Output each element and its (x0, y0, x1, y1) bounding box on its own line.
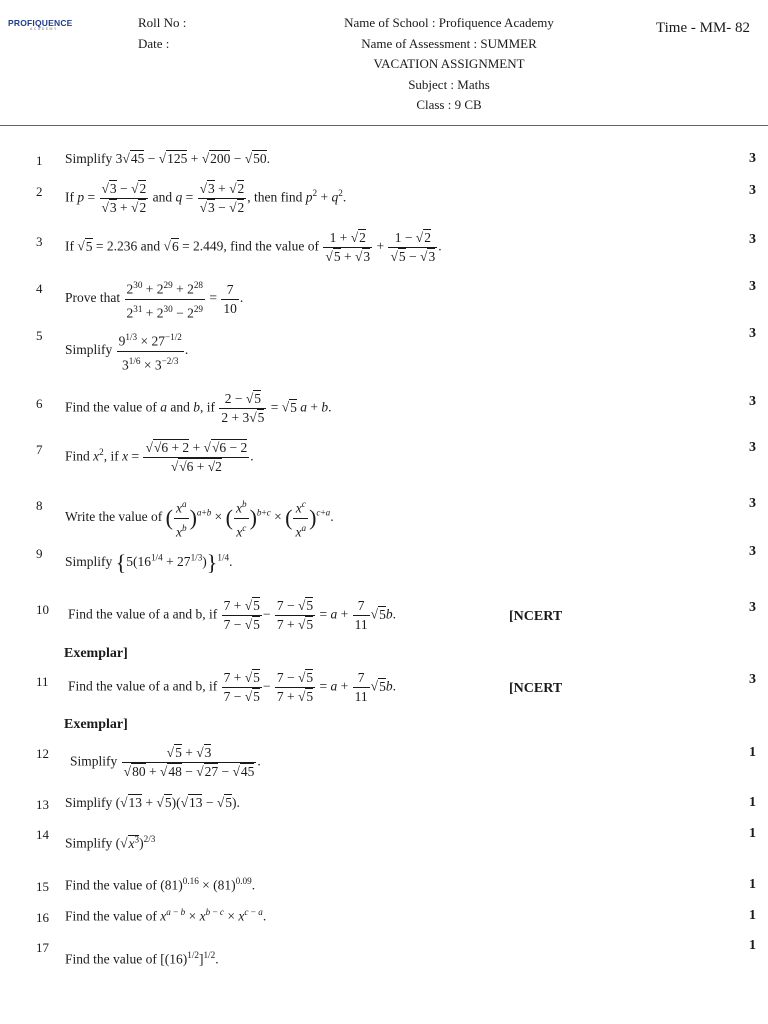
question-verb: Find the value of a and b, if (68, 606, 218, 622)
question-11: Find the value of a and b, if $\frac{7 + √5}{7 - √5}$ − $\frac{7 - √5}{7 + √5}$ = a + $\frac{7}{11}$ √5b. (68, 670, 396, 704)
school-name: Name of School : Profiquence Academy (344, 15, 554, 30)
question-verb: Simplify (65, 554, 113, 570)
question-10: Find the value of a and b, if $\frac{7 + √5}{7 - √5}$ − $\frac{7 - √5}{7 + √5}$ = a + $\frac{7}{11}$ √5b. (68, 598, 396, 632)
question-verb: Find the value of (65, 877, 157, 893)
question-5: Simplify $\frac{9^{1/3} \times 27^{-1/2}}{3^{1/6} \times 3^{-2/3}}$ . (65, 332, 189, 372)
question-number: 10 (36, 602, 49, 617)
question-marks: 3 (749, 279, 756, 294)
question-verb: Simplify (65, 795, 113, 810)
question-marks: 1 (749, 877, 756, 892)
question-12: Simplify $\frac{√5 + √3}{√80 + √48 - √27 - √45}$ . (70, 745, 261, 779)
question-verb: Find the value of (65, 399, 157, 415)
logo-main: PROFIQUENCE (8, 18, 73, 28)
question-verb: Simplify (65, 342, 113, 358)
question-number: 17 (36, 940, 49, 955)
question-number: 13 (36, 797, 49, 812)
ncert-tag-cont: Exemplar] (64, 717, 128, 732)
question-verb: Find the value of (65, 908, 157, 924)
question-8: Write the value of ( $\frac{x^a}{x^b}$ )$^{a+b}$ × ( $\frac{x^b}{x^c}$ )$^{b+c}$ × ( $\frac{x^c}{x^a}$ )$^{c+a}$. (65, 499, 334, 539)
question-number: 3 (36, 234, 43, 249)
question-marks: 3 (749, 440, 756, 455)
question-marks: 1 (749, 826, 756, 841)
question-number: 16 (36, 910, 49, 925)
question-1: Simplify 3√45 − √125 + √200 − √50. (65, 151, 271, 166)
ncert-tag: [NCERT (509, 681, 563, 696)
question-number: 7 (36, 442, 43, 457)
time-marks: Time - MM- 82 (656, 20, 751, 36)
question-marks: 3 (749, 232, 756, 247)
ncert-tag-cont: Exemplar] (64, 646, 128, 661)
question-number: 1 (36, 153, 43, 168)
question-marks: 3 (749, 183, 756, 198)
question-number: 6 (36, 396, 43, 411)
question-marks: 3 (749, 326, 756, 341)
question-marks: 1 (749, 795, 756, 810)
question-number: 14 (36, 827, 49, 842)
question-marks: 3 (749, 672, 756, 687)
question-verb: Find (65, 448, 90, 464)
question-number: 15 (36, 879, 49, 894)
roll-no-label: Roll No : (138, 15, 187, 30)
question-number: 5 (36, 328, 43, 343)
question-verb: Simplify (65, 151, 113, 166)
question-7: Find $x^2$, if x = $\frac{√√6 + 2 + √√6 - 2}{√√6 + √2}$ . (65, 440, 254, 474)
question-9: Simplify $\{5(16^{1/4} + 27^{1/3})\}^{1/4}$. (65, 550, 233, 575)
question-verb: Simplify (65, 835, 113, 851)
subject: Subject : Maths (408, 77, 490, 92)
question-number: 11 (36, 674, 49, 689)
question-15: Find the value of $(81)^{0.16} \times (81)^{0.09}$. (65, 876, 256, 893)
question-14: Simplify $(√x^3)^{2/3}$ (65, 834, 156, 851)
question-3: If √5 = 2.236 and √6 = 2.449, find the value of $\frac{1 + √2}{√5 + √3}$ + $\frac{1 - √2}{√5 - √3}$ . (65, 230, 442, 264)
question-number: 8 (36, 498, 43, 513)
question-marks: 1 (749, 745, 756, 760)
question-4: Prove that $\frac{2^{30} + 2^{29} + 2^{28}}{2^{31} + 2^{30} - 2^{29}}$ = $\frac{7}{10}$ . (65, 280, 244, 320)
class: Class : 9 CB (416, 97, 482, 112)
question-marks: 3 (749, 600, 756, 615)
question-13: Simplify (√13 + √5)(√13 − √5). (65, 795, 240, 810)
question-marks: 3 (749, 394, 756, 409)
question-verb: Find the value of (65, 951, 157, 967)
question-marks: 3 (749, 544, 756, 559)
question-verb: If (65, 238, 74, 254)
date-label: Date : (138, 36, 170, 51)
question-number: 9 (36, 546, 43, 561)
question-marks: 3 (749, 496, 756, 511)
logo (8, 18, 73, 31)
question-marks: 3 (749, 151, 756, 166)
question-verb: If (65, 189, 74, 205)
question-16: Find the value of $x^{a - b} \times x^{b - c} \times x^{c - a}$. (65, 907, 267, 924)
question-marks: 1 (749, 908, 756, 923)
question-number: 2 (36, 184, 43, 199)
question-6: Find the value of a and b, if $\frac{2 - √5}{2 + 3√5}$ = √5 a + b. (65, 391, 332, 425)
question-verb: Write the value of (65, 509, 163, 525)
question-number: 12 (36, 746, 49, 761)
question-verb: Simplify (70, 753, 118, 769)
question-17: Find the value of $[(16)^{1/2}]^{1/2}$. (65, 950, 219, 967)
question-verb: Prove that (65, 290, 121, 306)
assessment-name: Name of Assessment : SUMMER (361, 36, 537, 51)
logo-subtext: ACADEMY (30, 27, 58, 31)
question-verb: Find the value of a and b, if (68, 678, 218, 694)
question-marks: 1 (749, 938, 756, 953)
assessment-name-cont: VACATION ASSIGNMENT (373, 56, 525, 71)
ncert-tag: [NCERT (509, 609, 563, 624)
question-2: If p = $\frac{√3 - √2}{√3 + √2}$ and q = $\frac{√3 + √2}{√3 - √2}$ , then find $p^2 + q^2$. (65, 181, 347, 215)
header-divider (0, 125, 768, 126)
question-number: 4 (36, 281, 43, 296)
